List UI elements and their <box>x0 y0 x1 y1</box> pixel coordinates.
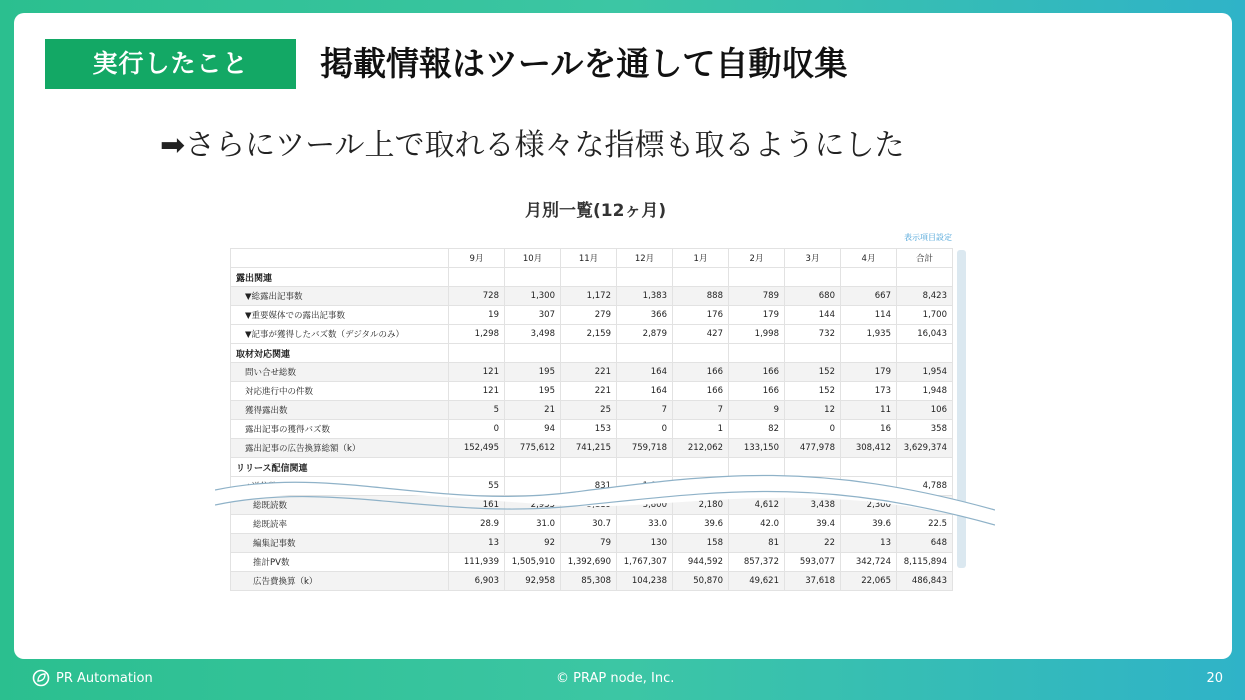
table-cell: 279 <box>561 306 617 325</box>
table-cell <box>617 344 673 363</box>
table-cell: 55 <box>449 477 505 496</box>
table-cell: 176 <box>673 306 729 325</box>
row-label: 推計PV数 <box>231 553 449 572</box>
table-cell: 39.6 <box>673 515 729 534</box>
table-cell: 1,172 <box>561 287 617 306</box>
table-cell: 732 <box>785 325 841 344</box>
table-header-row <box>231 249 953 268</box>
row-label: リリース配信関連 <box>231 458 449 477</box>
table-cell: 166 <box>729 382 785 401</box>
table-cell: 308,412 <box>841 439 897 458</box>
table-cell: 944,592 <box>673 553 729 572</box>
section-tag: 実行したこと <box>45 39 296 89</box>
table-row <box>231 325 953 344</box>
table-cell: 144 <box>785 306 841 325</box>
table-row <box>231 553 953 572</box>
table-cell: 8,115,894 <box>897 553 953 572</box>
table-cell: 92 <box>505 534 561 553</box>
table-cell: 3,438 <box>785 496 841 515</box>
row-label: 広告費換算（k） <box>231 572 449 591</box>
table-cell <box>561 344 617 363</box>
brand-logo <box>32 669 153 687</box>
table-cell: 152 <box>785 382 841 401</box>
row-label: 露出記事の獲得バズ数 <box>231 420 449 439</box>
table-cell: 121 <box>449 363 505 382</box>
table-cell: 857,372 <box>729 553 785 572</box>
table-cell: 2,935 <box>505 496 561 515</box>
table-cell: 21 <box>505 401 561 420</box>
table-cell: 31.0 <box>505 515 561 534</box>
col-header: 11月 <box>561 249 617 268</box>
table-cell: 667 <box>841 287 897 306</box>
slide-subtitle: ➡さらにツール上で取れる様々な指標も取るようにした <box>160 128 905 163</box>
section-row <box>231 344 953 363</box>
table-cell: 7 <box>617 401 673 420</box>
table-cell: 12 <box>785 401 841 420</box>
table-cell: 477,978 <box>785 439 841 458</box>
table-cell: 13 <box>449 534 505 553</box>
table-cell: 1,383 <box>617 287 673 306</box>
slide-title: 掲載情報はツールを通して自動収集 <box>320 44 848 83</box>
col-header: 4月 <box>841 249 897 268</box>
table-cell: 16 <box>841 420 897 439</box>
footer <box>0 659 1245 700</box>
table-cell <box>673 344 729 363</box>
table-cell: 2,180 <box>673 496 729 515</box>
table-cell: 104,238 <box>617 572 673 591</box>
table-cell: 179 <box>729 306 785 325</box>
table-cell: 195 <box>505 382 561 401</box>
row-label: ▼重要媒体での露出記事数 <box>231 306 449 325</box>
brand-name: PR Automation <box>56 670 153 686</box>
table-cell: 4,788 <box>897 477 953 496</box>
table-cell <box>729 344 785 363</box>
table-row <box>231 420 953 439</box>
table-cell <box>561 268 617 287</box>
table-cell: 1,300 <box>505 287 561 306</box>
table-cell: 106 <box>897 401 953 420</box>
table-cell: 173 <box>841 382 897 401</box>
table-cell: 775,612 <box>505 439 561 458</box>
table-cell: 161 <box>449 496 505 515</box>
row-label: 対応進行中の件数 <box>231 382 449 401</box>
table-cell: 2,159 <box>561 325 617 344</box>
monthly-table <box>230 248 953 591</box>
table-cell: 19 <box>449 306 505 325</box>
table-row <box>231 439 953 458</box>
table-cell: 81 <box>729 534 785 553</box>
col-header: 3月 <box>785 249 841 268</box>
table-cell: 158 <box>673 534 729 553</box>
table-cell: 92,958 <box>505 572 561 591</box>
table-cell: 3,498 <box>505 325 561 344</box>
table-cell: 30.7 <box>561 515 617 534</box>
table-cell: 195 <box>505 363 561 382</box>
table-cell: 1,767,307 <box>617 553 673 572</box>
table-cell: 164 <box>617 382 673 401</box>
table-cell: 1,998 <box>729 325 785 344</box>
table-cell: 9 <box>729 401 785 420</box>
table-cell: 0 <box>785 420 841 439</box>
table-cell <box>505 268 561 287</box>
table-cell: 0 <box>617 420 673 439</box>
table-cell: 13 <box>841 534 897 553</box>
table-cell <box>505 344 561 363</box>
col-header: 1月 <box>673 249 729 268</box>
table-row <box>231 401 953 420</box>
table-cell: 1,505,910 <box>505 553 561 572</box>
table-cell: 221 <box>561 382 617 401</box>
col-header: 12月 <box>617 249 673 268</box>
break-wave-icon <box>215 470 995 530</box>
header-label-cell <box>231 249 449 268</box>
table-cell: 121 <box>449 382 505 401</box>
table-cell: 166 <box>729 363 785 382</box>
table-cell: 114 <box>841 306 897 325</box>
table-cell <box>729 268 785 287</box>
table-row <box>231 287 953 306</box>
row-label: 露出関連 <box>231 268 449 287</box>
row-label: 編集記事数 <box>231 534 449 553</box>
table-cell: 486,843 <box>897 572 953 591</box>
table-cell: 427 <box>673 325 729 344</box>
table-cell: 39.6 <box>841 515 897 534</box>
table-title: 月別一覧(12ヶ月) <box>525 201 667 221</box>
row-label: 取材対応関連 <box>231 344 449 363</box>
row-label: 獲得露出数 <box>231 401 449 420</box>
table-cell: 152,495 <box>449 439 505 458</box>
table-cell: 2,300 <box>841 496 897 515</box>
col-header: 合計 <box>897 249 953 268</box>
table-cell: 741,215 <box>561 439 617 458</box>
table-cell: 1,935 <box>841 325 897 344</box>
table-cell: 22,065 <box>841 572 897 591</box>
row-label: ▼総露出記事数 <box>231 287 449 306</box>
table-cell: 153 <box>561 420 617 439</box>
table-row <box>231 534 953 553</box>
table-cell: 0 <box>449 420 505 439</box>
table-cell: 831 <box>561 477 617 496</box>
table-cell <box>841 268 897 287</box>
table-cell: 728 <box>449 287 505 306</box>
table-cell: 3,800 <box>617 496 673 515</box>
table-cell: 39.4 <box>785 515 841 534</box>
table-cell <box>897 268 953 287</box>
table-cell: 22.5 <box>897 515 953 534</box>
table-cell: 358 <box>897 420 953 439</box>
table-cell: 179 <box>841 363 897 382</box>
table-cell: 5 <box>449 401 505 420</box>
table-cell: 130 <box>617 534 673 553</box>
table-cell <box>897 344 953 363</box>
settings-link[interactable]: 表示項目設定 <box>904 233 952 242</box>
table-cell <box>785 268 841 287</box>
table-cell: 25 <box>561 401 617 420</box>
table-cell: 342,724 <box>841 553 897 572</box>
table-cell: 1,392,690 <box>561 553 617 572</box>
table-cell: 133,150 <box>729 439 785 458</box>
col-header: 10月 <box>505 249 561 268</box>
copyright: © PRAP node, Inc. <box>556 671 675 686</box>
table-row <box>231 363 953 382</box>
table-cell: 4,612 <box>729 496 785 515</box>
row-label: 問い合せ総数 <box>231 363 449 382</box>
table-cell: 82 <box>729 420 785 439</box>
table-cell: 680 <box>785 287 841 306</box>
table-cell: 50,870 <box>673 572 729 591</box>
table-row <box>231 572 953 591</box>
table-cell: 789 <box>729 287 785 306</box>
table-row <box>231 382 953 401</box>
table-cell: 22 <box>785 534 841 553</box>
col-header: 2月 <box>729 249 785 268</box>
table-cell: 307 <box>505 306 561 325</box>
table-cell: 1,954 <box>897 363 953 382</box>
table-cell: 8,423 <box>897 287 953 306</box>
table-cell: 1,298 <box>449 325 505 344</box>
table-cell: 759,718 <box>617 439 673 458</box>
table-cell: 648 <box>897 534 953 553</box>
table-cell: 166 <box>673 363 729 382</box>
table-cell: 3,629,374 <box>897 439 953 458</box>
table-cell: 212,062 <box>673 439 729 458</box>
table-cell: 1,700 <box>897 306 953 325</box>
table-cell <box>673 268 729 287</box>
table-cell: 1,948 <box>897 382 953 401</box>
table-cell: 16,043 <box>897 325 953 344</box>
table-cell: 166 <box>673 382 729 401</box>
table-cell <box>785 344 841 363</box>
brand-leaf-icon <box>32 669 50 687</box>
table-cell: 2,879 <box>617 325 673 344</box>
table-cell: 94 <box>505 420 561 439</box>
table-cell: 42.0 <box>729 515 785 534</box>
table-row <box>231 306 953 325</box>
page-number: 20 <box>1206 671 1223 686</box>
table-cell: 28.9 <box>449 515 505 534</box>
table-cell: 221 <box>561 363 617 382</box>
table-cell <box>449 268 505 287</box>
table-cell: 85,308 <box>561 572 617 591</box>
table-cell: 6,903 <box>449 572 505 591</box>
table-cell: 593,077 <box>785 553 841 572</box>
table-cell: 1 <box>673 420 729 439</box>
row-label: 総既読数 <box>231 496 449 515</box>
row-label: 露出記事の広告換算総額（k） <box>231 439 449 458</box>
table-cell: 33.0 <box>617 515 673 534</box>
table-cell: 49,621 <box>729 572 785 591</box>
col-header: 9月 <box>449 249 505 268</box>
row-label: ▼記事が獲得したバズ数（デジタルのみ） <box>231 325 449 344</box>
table-cell <box>841 344 897 363</box>
table-cell <box>449 344 505 363</box>
table-cell: 37,618 <box>785 572 841 591</box>
table-cell: 111,939 <box>449 553 505 572</box>
table-cell: 164 <box>617 363 673 382</box>
table-cell: 11 <box>841 401 897 420</box>
table-cell <box>617 268 673 287</box>
section-row <box>231 268 953 287</box>
row-label: 総既読率 <box>231 515 449 534</box>
table-cell: 79 <box>561 534 617 553</box>
table-cell: 366 <box>617 306 673 325</box>
table-cell: 152 <box>785 363 841 382</box>
table-cell: 888 <box>673 287 729 306</box>
table-cell: 7 <box>673 401 729 420</box>
